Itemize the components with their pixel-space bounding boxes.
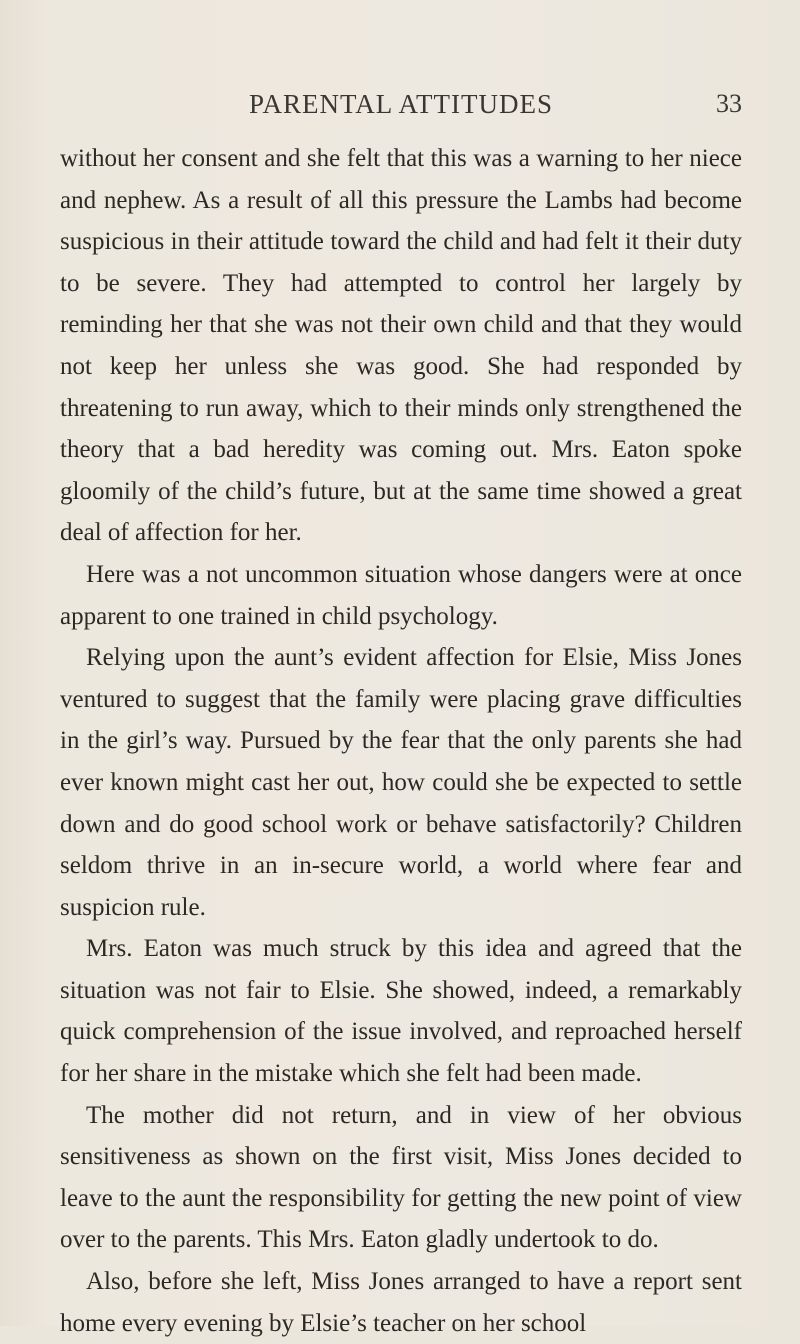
body-text bbox=[60, 138, 742, 1344]
paragraph-5: The mother did not return, and in view of her obvious sensitiveness as shown on the first visit, Miss Jones decided to leave to the aunt the responsibility for getting the new point of view over to the parents. This Mrs. Eaton gladly undertook to do. bbox=[60, 1101, 742, 1254]
paragraph-2: Here was a not uncommon situation whose dangers were at once apparent to one trained in child psychology. bbox=[60, 560, 742, 630]
running-head-title: PARENTAL ATTITUDES bbox=[248, 89, 554, 119]
paragraph-3: Relying upon the aunt’s evident affection for Elsie, Miss Jones ventured to suggest that the family were placing grave difficulties in the girl’s way. Pursued by the fear that the only parents she had ever known might cast her out, how could she be expected to settle down and do good school work or behave satisfactorily? Children seldom thrive in an in-secure world, a world where fear and suspicion rule. bbox=[60, 644, 742, 921]
paragraph-1: without her consent and she felt that this was a warning to her niece and nephew. As a result of all this pressure the Lambs had become suspicious in their attitude toward the child and had felt it their duty to be severe. They had attempted to control her largely by reminding her that she was not their own child and that they would not keep her unless she was good. She had responded by threatening to run away, which to their minds only strengthened the theory that a bad heredity was coming out. Mrs. Eaton spoke gloomily of the child’s future, but at the same time showed a great deal of affection for her. bbox=[60, 145, 742, 547]
running-head bbox=[60, 84, 742, 124]
paragraph-6: Also, before she left, Miss Jones arranged to have a report sent home every evening by Elsie’s teacher on her school bbox=[60, 1268, 742, 1337]
page-number: 33 bbox=[716, 89, 742, 118]
paragraph-4: Mrs. Eaton was much struck by this idea and agreed that the situation was not fair to Elsie. She showed, indeed, a remarkably quick comprehension of the issue involved, and reproached herself for her share in the mistake which she felt had been made. bbox=[60, 935, 742, 1088]
